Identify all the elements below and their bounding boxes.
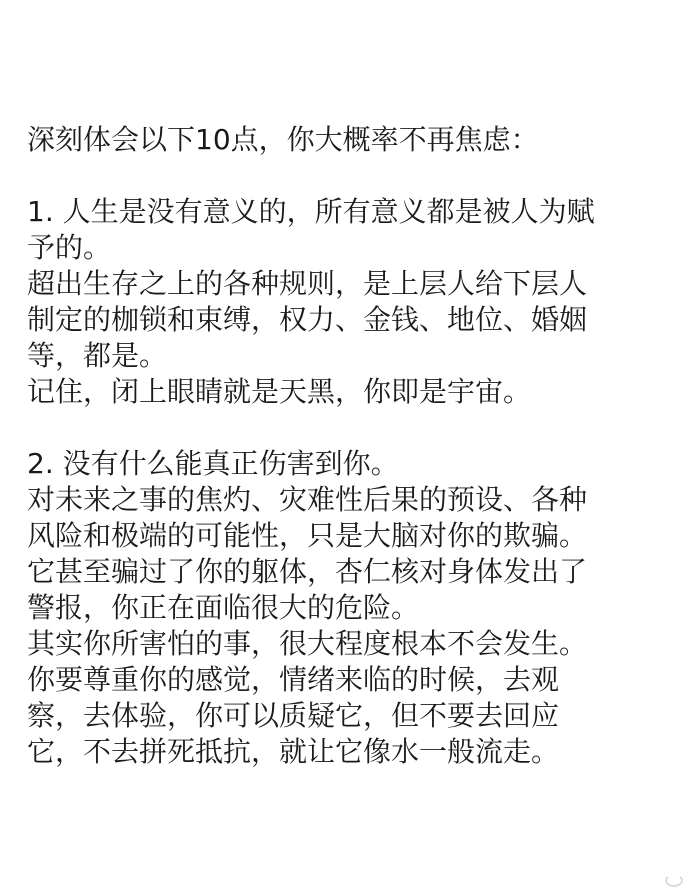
- point-2-line-6: 其实你所害怕的事，很大程度根本不会发生。: [27, 627, 588, 660]
- point-1-line-1: 1. 人生是没有意义的，所有意义都是被人为赋: [27, 195, 595, 228]
- spacer: [27, 410, 677, 446]
- watermark: [664, 871, 682, 885]
- point-2: [27, 446, 677, 770]
- point-1-line-5: 等，都是。: [27, 339, 168, 372]
- point-1: [27, 194, 677, 410]
- point-2-line-1: 2. 没有什么能真正伤害到你。: [27, 447, 399, 480]
- point-1-line-3: 超出生存之上的各种规则，是上层人给下层人: [27, 267, 588, 300]
- weibo-logo-icon: [664, 871, 682, 885]
- point-2-line-5: 警报，你正在面临很大的危险。: [27, 591, 420, 624]
- point-2-line-8: 察，去体验，你可以质疑它，但不要去回应: [27, 699, 560, 732]
- point-2-line-4: 它甚至骗过了你的躯体，杏仁核对身体发出了: [27, 555, 588, 588]
- post-title: 深刻体会以下10点，你大概率不再焦虑：: [27, 123, 539, 156]
- point-1-line-6: 记住，闭上眼睛就是天黑，你即是宇宙。: [27, 375, 532, 408]
- post-content: [27, 122, 677, 770]
- spacer: [27, 158, 677, 194]
- point-2-line-7: 你要尊重你的感觉，情绪来临的时候，去观: [27, 663, 560, 696]
- point-2-line-9: 它，不去拼死抵抗，就让它像水一般流走。: [27, 735, 560, 768]
- point-2-line-2: 对未来之事的焦灼、灾难性后果的预设、各种: [27, 483, 588, 516]
- point-1-line-2: 予的。: [27, 231, 112, 264]
- point-1-line-4: 制定的枷锁和束缚，权力、金钱、地位、婚姻: [27, 303, 588, 336]
- point-2-line-3: 风险和极端的可能性，只是大脑对你的欺骗。: [27, 519, 588, 552]
